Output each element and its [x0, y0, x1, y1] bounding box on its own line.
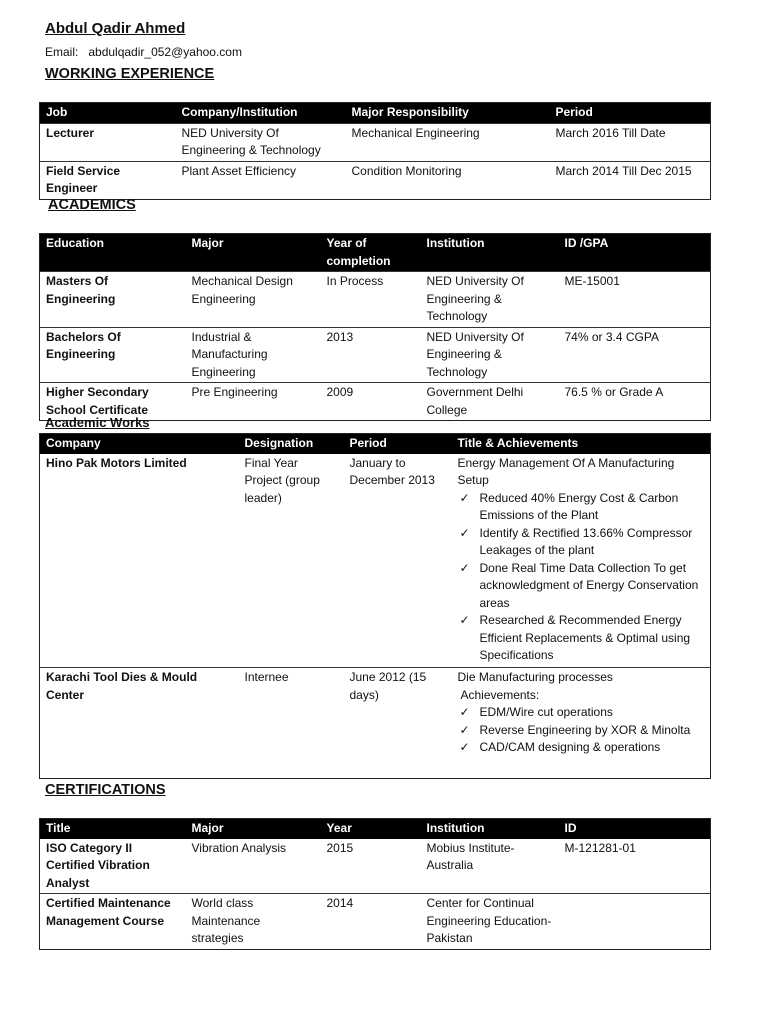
certifications-table: [39, 818, 711, 950]
institution-cell: NED University Of Engineering & Technology: [421, 272, 559, 328]
achievement-heading: Die Manufacturing processes: [457, 670, 613, 684]
column-header: Company: [40, 434, 239, 454]
column-header: Year: [321, 819, 421, 839]
company-cell: Plant Asset Efficiency: [176, 161, 346, 199]
period-cell: January to December 2013: [349, 455, 435, 487]
table-row: [40, 161, 711, 199]
achievement-text: Identify & Rectified 13.66% Compressor Leakages of the plant: [479, 525, 693, 557]
education-cell: Higher Secondary School Certificate: [40, 383, 186, 421]
column-header: Institution: [421, 819, 559, 839]
column-header: Year of completion: [321, 234, 421, 272]
section-title-academics: ACADEMICS: [48, 197, 136, 213]
year-cell: 2014: [321, 894, 421, 950]
institution-cell: Mobius Institute-Australia: [426, 840, 515, 872]
table-header-row: [40, 434, 711, 454]
table-header-row: [40, 819, 711, 839]
section-title-academic-works: Academic Works: [45, 415, 150, 430]
column-header: Major: [186, 819, 321, 839]
section-title-working-experience: WORKING EXPERIENCE: [45, 66, 215, 82]
institution-cell: Government Delhi College: [421, 383, 559, 421]
institution-cell: Center for Continual Engineering Education-Pakistan: [421, 894, 559, 950]
column-header: ID: [559, 819, 711, 839]
list-item: [458, 612, 705, 665]
achievements-cell: [452, 454, 711, 668]
achievement-text: EDM/Wire cut operations: [479, 705, 613, 719]
column-header: Title: [40, 819, 186, 839]
education-cell: Bachelors Of Engineering: [40, 327, 186, 383]
check-mark-icon: ✓: [459, 560, 470, 575]
list-item: [458, 490, 705, 525]
working-experience-table: [39, 102, 711, 200]
table-row: [40, 668, 711, 779]
column-header: Job: [40, 103, 176, 124]
designation-cell: Internee: [239, 668, 344, 779]
table-row: [40, 327, 711, 383]
gpa-cell: 76.5 % or Grade A: [559, 383, 711, 421]
gpa-cell: ME-15001: [559, 272, 711, 328]
table-row: [40, 123, 711, 161]
list-item: [458, 525, 705, 560]
job-cell: Lecturer: [40, 123, 176, 161]
achievement-heading: Energy Management Of A Manufacturing Setup: [457, 455, 675, 487]
email-address[interactable]: abdulqadir_052@yahoo.com: [88, 45, 242, 59]
column-header: Period: [344, 434, 452, 454]
check-mark-icon: ✓: [459, 613, 470, 627]
achievement-text: Done Real Time Data Collection To get acknowledgment of Energy Conservation areas: [479, 560, 699, 610]
achievement-list: [458, 704, 705, 757]
column-header: Designation: [239, 434, 344, 454]
achievement-text: CAD/CAM designing & operations: [479, 740, 661, 754]
responsibility-cell: Condition Monitoring: [346, 161, 550, 199]
check-mark-icon: ✓: [459, 525, 470, 540]
period-cell: March 2014 Till Dec 2015: [550, 161, 711, 199]
gpa-cell: 74% or 3.4 CGPA: [559, 327, 711, 383]
list-item: [458, 739, 705, 757]
person-name: Abdul Qadir Ahmed: [45, 20, 186, 37]
major-cell: Vibration Analysis: [191, 840, 286, 855]
table-row: [40, 839, 711, 894]
major-cell: Industrial & Manufacturing Engineering: [186, 327, 321, 383]
year-cell: 2015: [326, 840, 354, 855]
major-cell: Mechanical Design Engineering: [186, 272, 321, 328]
major-cell: World class Maintenance strategies: [186, 894, 321, 950]
column-header: ID /GPA: [559, 234, 711, 272]
certification-title-cell: Certified Maintenance Management Course: [40, 894, 186, 950]
table-row: [40, 454, 711, 668]
section-title-certifications: CERTIFICATIONS: [45, 782, 166, 798]
achievement-subheading: Achievements:: [460, 687, 540, 702]
achievement-text: Reduced 40% Energy Cost & Carbon Emissions of the Plant: [479, 490, 679, 522]
email-label: Email:: [45, 45, 79, 59]
check-mark-icon: ✓: [459, 490, 470, 505]
company-cell: NED University Of Engineering & Technology: [176, 123, 346, 161]
responsibility-cell: Mechanical Engineering: [346, 123, 550, 161]
designation-cell: Final Year Project (group leader): [244, 455, 320, 505]
column-header: Education: [40, 234, 186, 272]
id-cell: M-121281-01: [564, 840, 636, 855]
academics-table: [39, 233, 711, 421]
period-cell: March 2016 Till Date: [550, 123, 711, 161]
table-header-row: [40, 103, 711, 124]
job-cell: Field Service Engineer: [40, 161, 176, 199]
achievement-list: [458, 490, 705, 665]
certification-title-cell: ISO Category II Certified Vibration Analyst: [46, 840, 150, 890]
period-cell: June 2012 (15 days): [344, 668, 452, 779]
year-cell: 2013: [321, 327, 421, 383]
table-row: [40, 272, 711, 328]
column-header: Company/Institution: [176, 103, 346, 124]
list-item: [458, 560, 705, 613]
education-cell: Masters Of Engineering: [40, 272, 186, 328]
table-header-row: [40, 234, 711, 272]
achievements-cell: [452, 668, 711, 779]
achievement-text: Researched & Recommended Energy Efficient Replacements & Optimal using Specifications: [479, 613, 691, 662]
check-mark-icon: ✓: [459, 740, 470, 754]
company-cell: Hino Pak Motors Limited: [46, 455, 187, 470]
achievement-text: Reverse Engineering by XOR & Minolta: [479, 722, 691, 737]
year-cell: In Process: [321, 272, 421, 328]
year-cell: 2009: [321, 383, 421, 421]
check-mark-icon: ✓: [459, 722, 470, 737]
check-mark-icon: ✓: [459, 705, 470, 719]
column-header: Title & Achievements: [452, 434, 711, 454]
column-header: Institution: [421, 234, 559, 272]
id-cell: [559, 894, 711, 950]
column-header: Major: [186, 234, 321, 272]
list-item: [458, 704, 705, 722]
email-line: [45, 45, 242, 59]
major-cell: Pre Engineering: [186, 383, 321, 421]
institution-cell: NED University Of Engineering & Technology: [421, 327, 559, 383]
list-item: [458, 722, 705, 740]
table-row: [40, 894, 711, 950]
column-header: Major Responsibility: [346, 103, 550, 124]
column-header: Period: [550, 103, 711, 124]
company-cell: Karachi Tool Dies & Mould Center: [40, 668, 239, 779]
academic-works-table: [39, 433, 711, 779]
